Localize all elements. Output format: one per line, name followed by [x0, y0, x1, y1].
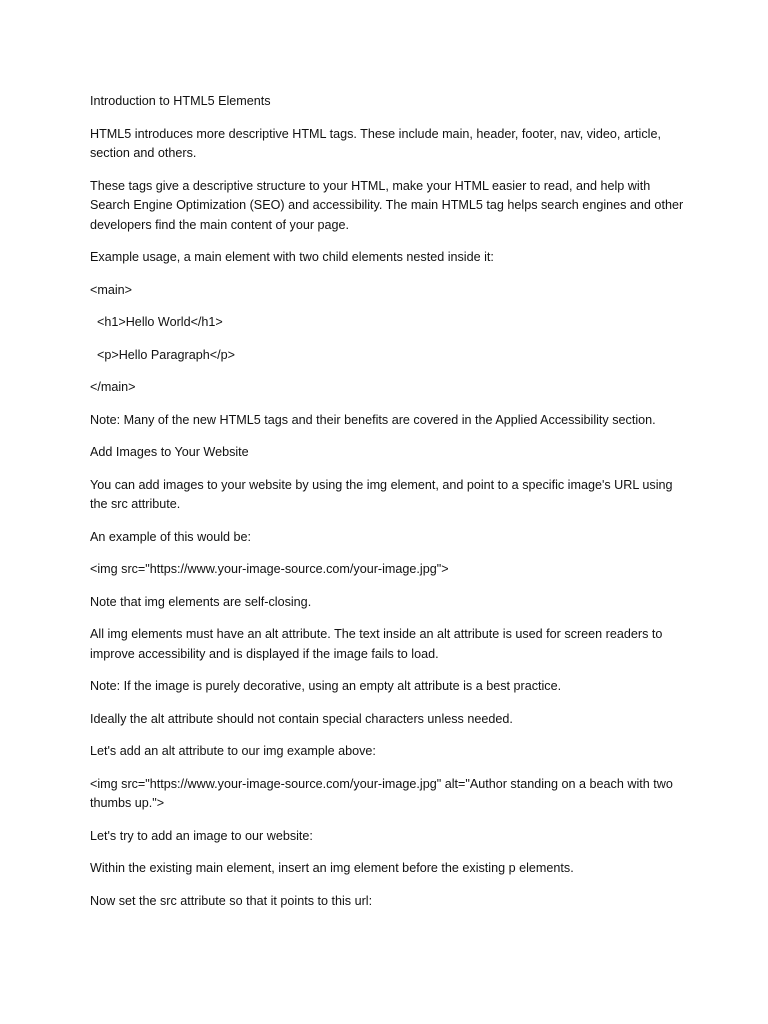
paragraph-example-usage: Example usage, a main element with two child elements nested inside it:: [90, 250, 494, 264]
section-heading-images: Add Images to Your Website: [90, 445, 249, 459]
paragraph-html5-benefits: These tags give a descriptive structure to your HTML, make your HTML easier to read, and help with Search Engine Optimization (SEO) and accessibility. The main HTML5 tag helps search engines and other developers find the main content of your page.: [90, 178, 687, 232]
section-heading-html5: Introduction to HTML5 Elements: [90, 94, 271, 108]
paragraph-add-alt: Let's add an alt attribute to our img example above:: [90, 744, 376, 758]
note-decorative: Note: If the image is purely decorative, using an empty alt attribute is a best practice.: [90, 679, 562, 693]
paragraph-special-characters: Ideally the alt attribute should not contain special characters unless needed.: [90, 711, 513, 726]
code-line-main-open: <main>: [90, 282, 133, 297]
paragraph-img-intro: You can add images to your website by using the img element, and point to a specific image's URL using the src attribute.: [90, 477, 677, 511]
paragraph-html5-intro: HTML5 introduces more descriptive HTML tags. These include main, header, footer, nav, video, article, section and others.: [90, 126, 665, 160]
code-line-main-close: </main>: [90, 380, 136, 394]
paragraph-insert-img: Within the existing main element, insert an img element before the existing p elements.: [90, 861, 574, 875]
paragraph-self-closing: Note that img elements are self-closing.: [90, 594, 312, 609]
document-page: [90, 92, 690, 924]
code-line-p: <p>Hello Paragraph</p>: [97, 347, 235, 362]
code-line-h1: <h1>Hello World</h1>: [97, 315, 223, 329]
paragraph-try-add-image: Let's try to add an image to our website:: [90, 828, 313, 843]
code-line-img-example: <img src="https://www.your-image-source.com/your-image.jpg">: [90, 562, 449, 576]
paragraph-set-src: Now set the src attribute so that it points to this url:: [90, 893, 373, 908]
code-line-img-alt-example: <img src="https://www.your-image-source.com/your-image.jpg" alt="Author standing on a beach with two thumbs up.">: [90, 776, 677, 810]
paragraph-alt-required: All img elements must have an alt attribute. The text inside an alt attribute is used for screen readers to improve accessibility and is displayed if the image fails to load.: [90, 627, 666, 661]
paragraph-example-intro: An example of this would be:: [90, 529, 252, 544]
note-accessibility: Note: Many of the new HTML5 tags and their benefits are covered in the Applied Accessibility section.: [90, 412, 656, 427]
